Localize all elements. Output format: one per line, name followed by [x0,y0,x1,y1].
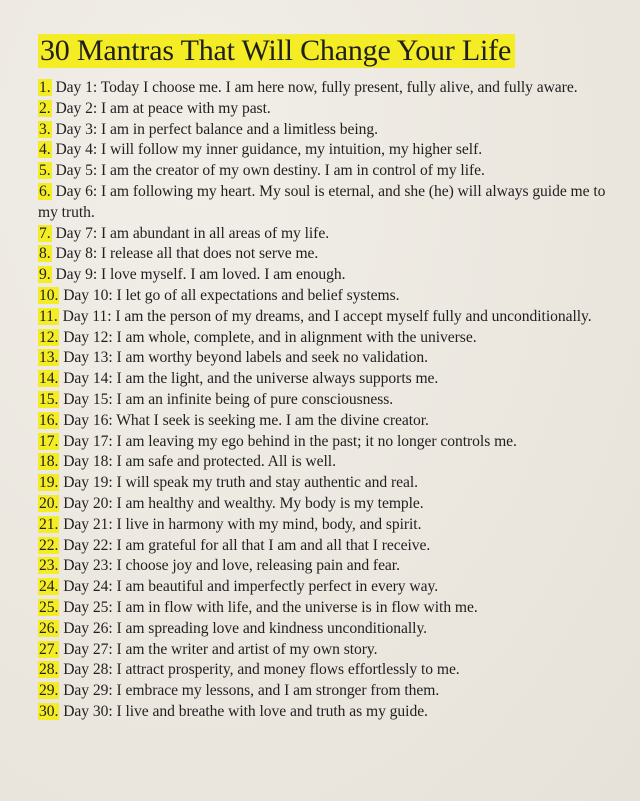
item-number: 15. [39,390,59,408]
item-number: 14. [39,370,59,388]
item-number: 19. [39,474,59,492]
item-number: 28. [39,661,59,679]
item-text: Day 9: I love myself. I am loved. I am enough. [55,266,346,284]
list-item [38,452,614,473]
item-number: 12. [39,328,59,346]
item-number: 26. [39,619,59,637]
list-item [38,78,614,99]
item-text: Day 15: I am an infinite being of pure consciousness. [63,390,394,408]
item-text: Day 13: I am worthy beyond labels and seek no validation. [63,349,429,367]
item-number: 18. [39,453,59,471]
item-text: Day 22: I am grateful for all that I am and all that I receive. [63,536,431,554]
list-item [38,702,614,723]
list-item [38,390,614,411]
item-number: 25. [39,598,59,616]
item-number: 10. [39,286,59,304]
item-text: Day 20: I am healthy and wealthy. My body is my temple. [63,494,424,512]
item-text: Day 7: I am abundant in all areas of my life. [55,224,330,242]
item-text: Day 10: I let go of all expectations and belief systems. [63,286,400,304]
item-text: Day 2: I am at peace with my past. [55,99,271,117]
item-text: Day 17: I am leaving my ego behind in the past; it no longer controls me. [63,432,517,450]
item-text: Day 26: I am spreading love and kindness unconditionally. [63,619,428,637]
item-number: 13. [39,349,59,367]
list-item [38,120,614,141]
list-item [38,473,614,494]
item-number: 27. [39,640,59,658]
item-text: Day 12: I am whole, complete, and in alignment with the universe. [63,328,477,346]
item-text: Day 21: I live in harmony with my mind, body, and spirit. [63,515,422,533]
item-number: 5. [39,162,51,180]
list-item [38,265,614,286]
item-text: Day 27: I am the writer and artist of my own story. [63,640,378,658]
item-text: Day 24: I am beautiful and imperfectly perfect in every way. [63,578,439,596]
list-item [38,99,614,120]
item-text: Day 8: I release all that does not serve me. [55,245,319,263]
item-text: Day 5: I am the creator of my own destiny. I am in control of my life. [55,162,485,180]
item-number: 16. [39,411,59,429]
list-item [38,224,614,245]
list-item [38,307,614,328]
item-text: Day 28: I attract prosperity, and money flows effortlessly to me. [63,661,460,679]
item-number: 20. [39,494,59,512]
list-item [38,348,614,369]
item-number: 1. [39,79,51,96]
item-text: Day 19: I will speak my truth and stay authentic and real. [63,474,418,492]
list-item [38,161,614,182]
list-item [38,660,614,681]
list-item [38,182,614,224]
list-item [38,640,614,661]
item-number: 24. [39,578,59,596]
item-text: Day 4: I will follow my inner guidance, my intuition, my higher self. [55,141,483,159]
item-text: Day 23: I choose joy and love, releasing pain and fear. [63,557,400,575]
list-item [38,411,614,432]
item-number: 4. [39,141,51,159]
item-number: 7. [39,224,51,242]
item-number: 22. [39,536,59,554]
item-text: Day 29: I embrace my lessons, and I am stronger from them. [63,682,440,700]
list-item [38,515,614,536]
item-number: 8. [39,245,51,263]
list-item [38,598,614,619]
item-text: Day 11: I am the person of my dreams, and I accept myself fully and unconditionally. [62,307,592,325]
item-text: Day 3: I am in perfect balance and a limitless being. [55,120,379,138]
list-item [38,432,614,453]
item-number: 29. [39,682,59,700]
item-number: 11. [39,307,58,325]
list-item [38,286,614,307]
list-item [38,619,614,640]
list-item [38,369,614,390]
item-number: 3. [39,120,51,138]
item-text: Day 6: I am following my heart. My soul is eternal, and she (he) will always guide me to my truth. [38,182,606,221]
list-item [38,244,614,265]
item-number: 21. [39,515,59,533]
item-number: 2. [39,99,51,117]
list-item [38,556,614,577]
item-number: 17. [39,432,59,450]
list-item [38,577,614,598]
list-item [38,140,614,161]
item-number: 9. [39,266,51,284]
item-text: Day 14: I am the light, and the universe always supports me. [63,370,439,388]
item-text: Day 18: I am safe and protected. All is well. [63,453,336,471]
item-number: 6. [39,182,51,200]
list-item [38,328,614,349]
item-text: Day 16: What I seek is seeking me. I am the divine creator. [63,411,429,429]
item-number: 23. [39,557,59,575]
item-number: 30. [39,702,59,720]
page-title: 30 Mantras That Will Change Your Life [38,34,515,68]
list-item [38,494,614,515]
list-item [38,681,614,702]
mantra-list [38,78,614,723]
item-text: Day 25: I am in flow with life, and the universe is in flow with me. [63,598,478,616]
list-item [38,536,614,557]
item-text: Day 30: I live and breathe with love and truth as my guide. [63,702,428,720]
item-text: Day 1: Today I choose me. I am here now, fully present, fully alive, and fully aware. [55,79,578,96]
